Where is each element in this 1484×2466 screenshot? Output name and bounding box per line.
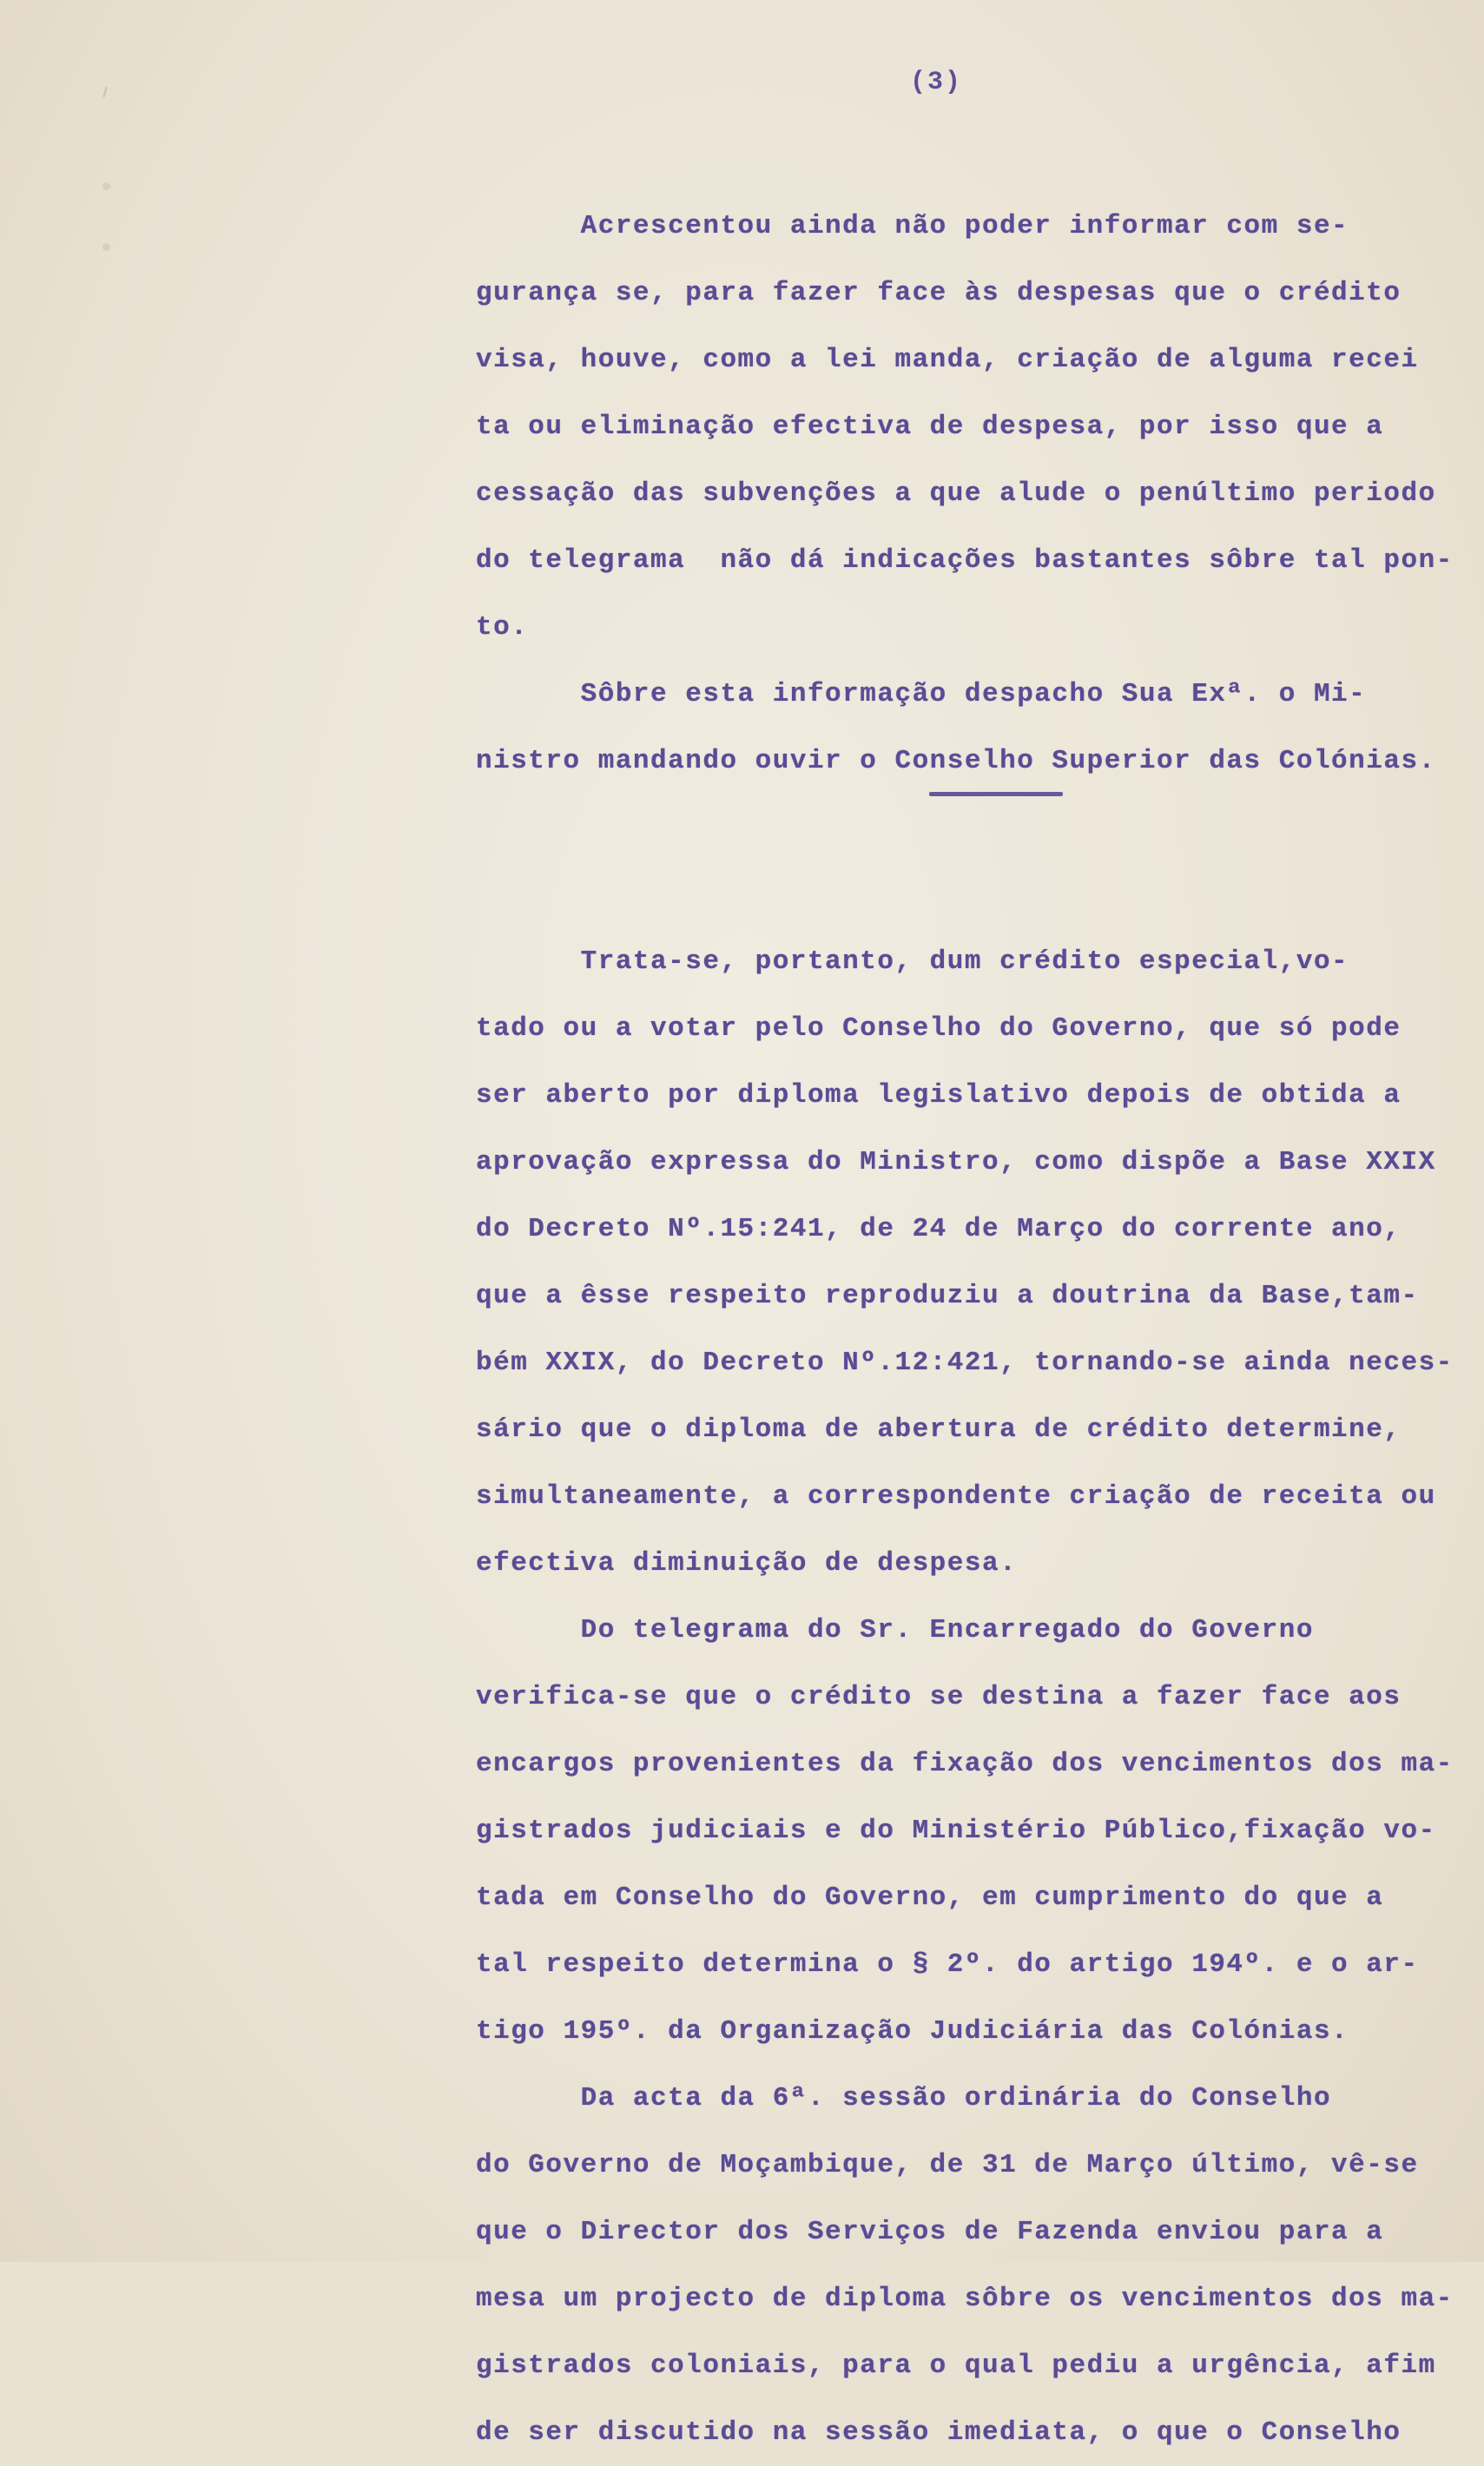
section-separator [929, 792, 1063, 796]
text-line: do Governo de Moçambique, de 31 de Março último, vê-se [476, 2150, 1419, 2180]
text-line: sário que o diploma de abertura de crédito determine, [476, 1414, 1402, 1445]
text-line: cessação das subvenções a que alude o penúltimo periodo [476, 478, 1436, 509]
text-line: tado ou a votar pelo Conselho do Governo, que só pode [476, 1013, 1402, 1044]
typewritten-body [476, 193, 1454, 2466]
punch-hole-mark [102, 243, 110, 251]
text-line: bém XXIX, do Decreto Nº.12:421, tornando-se ainda neces- [476, 1348, 1454, 1378]
text-line: to. [476, 612, 529, 643]
text-line: ser aberto por diploma legislativo depois de obtida a [476, 1080, 1402, 1111]
text-line: de ser discutido na sessão imediata, o que o Conselho [476, 2417, 1402, 2448]
text-line: do telegrama não dá indicações bastantes sôbre tal pon- [476, 545, 1454, 576]
text-line: gistrados judiciais e do Ministério Público,fixação vo- [476, 1816, 1436, 1846]
page-number: (3) [910, 68, 963, 97]
text-line: que o Director dos Serviços de Fazenda enviou para a [476, 2217, 1384, 2247]
text-line: Acrescentou ainda não poder informar com se- [476, 211, 1349, 241]
text-line: visa, houve, como a lei manda, criação de alguma recei [476, 345, 1419, 375]
punch-hole-mark [102, 182, 110, 190]
text-line: simultaneamente, a correspondente criação de receita ou [476, 1481, 1436, 1512]
text-line: nistro mandando ouvir o Conselho Superior das Colónias. [476, 746, 1436, 776]
text-line: Trata-se, portanto, dum crédito especial,vo- [476, 946, 1349, 977]
text-line: tal respeito determina o § 2º. do artigo 194º. e o ar- [476, 1949, 1419, 1980]
text-line: Da acta da 6ª. sessão ordinária do Conselho [476, 2083, 1332, 2113]
paper-mark [102, 87, 107, 97]
text-line: do Decreto Nº.15:241, de 24 de Março do corrente ano, [476, 1214, 1402, 1244]
text-line: encargos provenientes da fixação dos vencimentos dos ma- [476, 1749, 1454, 1779]
text-line: Sôbre esta informação despacho Sua Exª. o Mi- [476, 679, 1367, 709]
text-line: gurança se, para fazer face às despesas que o crédito [476, 278, 1402, 308]
text-line: que a êsse respeito reproduziu a doutrina da Base,tam- [476, 1281, 1419, 1311]
text-line: ta ou eliminação efectiva de despesa, por isso que a [476, 412, 1384, 442]
text-line: aprovação expressa do Ministro, como dispõe a Base XXIX [476, 1147, 1436, 1177]
text-line: mesa um projecto de diploma sôbre os vencimentos dos ma- [476, 2284, 1454, 2314]
text-line: gistrados coloniais, para o qual pediu a urgência, afim [476, 2351, 1436, 2381]
text-line: efectiva diminuição de despesa. [476, 1548, 1018, 1579]
text-line: Do telegrama do Sr. Encarregado do Governo [476, 1615, 1314, 1645]
text-line: tigo 195º. da Organização Judiciária das Colónias. [476, 2016, 1349, 2047]
blank-line [476, 861, 1448, 928]
blank-line [476, 795, 1448, 861]
text-line: tada em Conselho do Governo, em cumprimento do que a [476, 1882, 1384, 1913]
text-line: verifica-se que o crédito se destina a fazer face aos [476, 1682, 1402, 1712]
